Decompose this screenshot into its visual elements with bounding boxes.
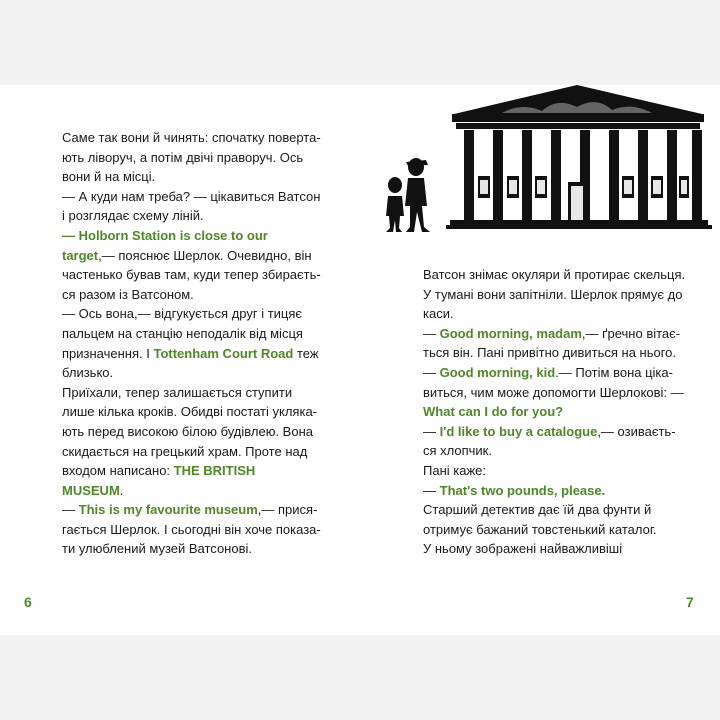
- text-segment: входом написано:: [62, 463, 174, 479]
- text-line: [423, 265, 685, 285]
- text-segment: У ньому зображені найважливіші: [423, 541, 623, 557]
- text-line: [62, 167, 321, 187]
- text-segment: близько.: [62, 365, 114, 381]
- text-segment: Приїхали, тепер залишається ступити: [62, 384, 293, 400]
- text-line: [62, 285, 321, 305]
- text-segment: Старший детектив дає їй два фунти й: [423, 502, 652, 518]
- text-line: [62, 128, 321, 148]
- left-page-text: [62, 128, 321, 559]
- text-segment: ,— пояснює Шерлок. Очевидно, він: [98, 247, 312, 263]
- english-phrase: Good morning, madam: [439, 325, 582, 341]
- text-line: [62, 402, 321, 422]
- text-line: [62, 500, 321, 520]
- text-segment: У тумані вони запітніли. Шерлок прямує до: [423, 286, 683, 302]
- boys-silhouette-icon: [386, 158, 430, 232]
- text-line: [62, 539, 321, 559]
- english-phrase: I'd like to buy a catalogue: [439, 423, 598, 439]
- text-segment: пальцем на станцію неподалік від місця: [62, 325, 303, 341]
- text-line: [423, 422, 685, 442]
- text-segment: ться він. Пані привітно дивиться на нього.: [423, 345, 677, 361]
- english-phrase: That's two pounds, please.: [439, 482, 606, 498]
- text-segment: .: [119, 482, 124, 498]
- text-segment: —: [423, 423, 440, 439]
- english-phrase: THE BRITISH: [173, 463, 256, 479]
- english-phrase: Tottenham Court Road: [153, 345, 294, 361]
- text-line: [423, 304, 685, 324]
- text-line: [62, 461, 321, 481]
- text-line: [62, 344, 321, 364]
- text-segment: —: [423, 364, 440, 380]
- text-line: [62, 324, 321, 344]
- text-line: [423, 520, 685, 540]
- text-line: [423, 285, 685, 305]
- text-segment: ,— озиваєть-: [597, 423, 676, 439]
- text-segment: — А куди нам треба? — цікавиться Ватсон: [62, 188, 321, 204]
- text-segment: отримує бажаний товстенький каталог.: [423, 521, 657, 537]
- text-segment: ся разом із Ватсоном.: [62, 286, 194, 302]
- text-line: [62, 226, 321, 246]
- text-line: [423, 461, 685, 481]
- english-phrase: target: [62, 247, 99, 263]
- text-segment: виться, чим може допомогти Шерлокові: —: [423, 384, 684, 400]
- text-line: [423, 383, 685, 403]
- text-line: [423, 324, 685, 344]
- text-segment: і розглядає схему ліній.: [62, 208, 204, 224]
- text-segment: гається Шерлок. І сьогодні він хоче показа-: [62, 521, 321, 537]
- text-segment: вони й на місці.: [62, 169, 156, 185]
- text-segment: каси.: [423, 306, 454, 322]
- text-line: [423, 481, 685, 501]
- page-number-left: 6: [24, 594, 32, 610]
- english-phrase: — Holborn Station is close to our: [62, 227, 268, 243]
- english-phrase: What can I do for you?: [423, 404, 564, 420]
- text-segment: —: [423, 482, 440, 498]
- text-segment: —: [62, 502, 79, 518]
- english-phrase: MUSEUM: [62, 482, 120, 498]
- text-segment: скидається на грецький храм. Проте над: [62, 443, 308, 459]
- text-line: [62, 265, 321, 285]
- text-segment: лише кілька кроків. Обидві постаті укляка-: [62, 404, 317, 420]
- text-line: [62, 148, 321, 168]
- text-line: [423, 500, 685, 520]
- text-line: [62, 520, 321, 540]
- text-line: [62, 246, 321, 266]
- text-segment: ,— прися-: [257, 502, 318, 518]
- text-segment: ють ліворуч, а потім двічі праворуч. Ось: [62, 149, 304, 165]
- text-segment: призначення. І: [62, 345, 154, 361]
- text-segment: теж: [293, 345, 319, 361]
- text-line: [62, 442, 321, 462]
- museum-illustration: [372, 82, 720, 240]
- text-line: [62, 481, 321, 501]
- text-segment: ,— ґречно вітає-: [581, 325, 681, 341]
- text-segment: .— Потім вона ціка-: [555, 364, 673, 380]
- text-segment: —: [423, 325, 440, 341]
- text-line: [62, 363, 321, 383]
- text-segment: — Ось вона,— відгукується друг і тицяє: [62, 306, 303, 322]
- text-segment: Ватсон знімає окуляри й протирає скельця.: [423, 267, 686, 282]
- text-segment: частенько бував там, куди тепер збираєть-: [62, 267, 321, 283]
- text-line: [62, 187, 321, 207]
- english-phrase: This is my favourite museum: [78, 502, 258, 518]
- text-segment: ють перед високою білою будівлею. Вона: [62, 423, 313, 439]
- text-line: [62, 304, 321, 324]
- text-line: [423, 441, 685, 461]
- english-phrase: Good morning, kid: [439, 364, 556, 380]
- text-line: [423, 402, 685, 422]
- text-line: [423, 539, 685, 559]
- text-line: [62, 422, 321, 442]
- text-line: [62, 206, 321, 226]
- text-segment: ти улюблений музей Ватсонові.: [62, 541, 252, 557]
- text-segment: ся хлопчик.: [423, 443, 492, 459]
- right-page-text: [423, 265, 685, 559]
- text-line: [423, 343, 685, 363]
- text-segment: Саме так вони й чинять: спочатку поверта-: [62, 130, 321, 145]
- text-segment: Пані каже:: [423, 462, 486, 478]
- text-line: [62, 383, 321, 403]
- page-number-right: 7: [686, 594, 694, 610]
- text-line: [423, 363, 685, 383]
